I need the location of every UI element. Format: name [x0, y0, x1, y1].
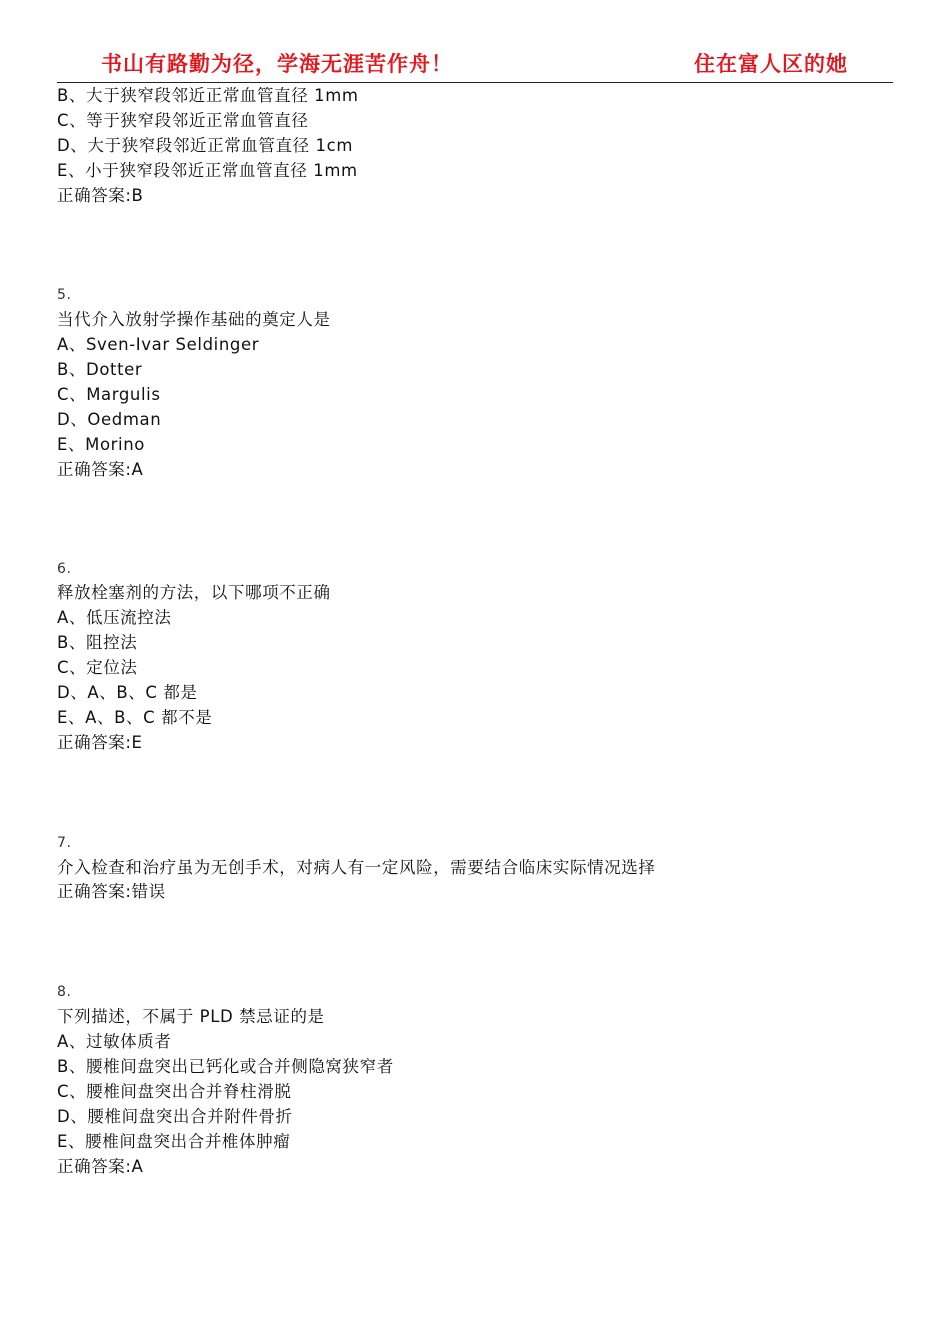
option-d: D、A、B、C 都是 — [57, 683, 198, 703]
answer: 正确答案:B — [57, 185, 144, 205]
question-6 — [57, 557, 907, 756]
option-a: A、Sven-Ivar Seldinger — [57, 335, 260, 355]
answer: 正确答案:A — [57, 459, 144, 479]
spacer — [57, 208, 907, 283]
question-number: 8. — [57, 984, 72, 1001]
document-body — [57, 84, 907, 1180]
answer: 正确答案:A — [57, 1156, 144, 1176]
question-7 — [57, 831, 907, 906]
option-c: C、等于狭窄段邻近正常血管直径 — [57, 110, 309, 130]
option-b: B、阻控法 — [57, 633, 138, 653]
question-number: 7. — [57, 834, 72, 851]
option-b: B、大于狭窄段邻近正常血管直径 1mm — [57, 86, 359, 105]
option-e: E、小于狭窄段邻近正常血管直径 1mm — [57, 160, 358, 180]
question-text: 下列描述，不属于 PLD 禁忌证的是 — [57, 1007, 325, 1027]
question-number: 5. — [57, 287, 72, 304]
answer: 正确答案:E — [57, 732, 143, 752]
option-b: B、腰椎间盘突出已钙化或合并侧隐窝狭窄者 — [57, 1057, 394, 1077]
option-c: C、定位法 — [57, 658, 138, 678]
option-b: B、Dotter — [57, 360, 143, 380]
question-number: 6. — [57, 560, 72, 577]
header-motto-right: 住在富人区的她 — [694, 51, 848, 76]
spacer — [57, 483, 907, 557]
question-4-partial — [57, 84, 907, 208]
question-text: 当代介入放射学操作基础的奠定人是 — [57, 310, 331, 330]
header-motto-left: 书山有路勤为径，学海无涯苦作舟！ — [101, 51, 453, 76]
option-a: A、过敏体质者 — [57, 1032, 172, 1052]
option-a: A、低压流控法 — [57, 608, 172, 628]
question-5 — [57, 283, 907, 482]
spacer — [57, 756, 907, 831]
option-e: E、A、B、C 都不是 — [57, 707, 213, 727]
header-divider — [57, 82, 893, 83]
answer: 正确答案:错误 — [57, 882, 166, 902]
option-c: C、Margulis — [57, 385, 161, 405]
option-e: E、Morino — [57, 434, 145, 454]
option-c: C、腰椎间盘突出合并脊柱滑脱 — [57, 1081, 292, 1101]
option-e: E、腰椎间盘突出合并椎体肿瘤 — [57, 1131, 291, 1151]
question-text: 介入检查和治疗虽为无创手术，对病人有一定风险，需要结合临床实际情况选择 — [57, 857, 656, 877]
question-8 — [57, 980, 907, 1179]
option-d: D、Oedman — [57, 409, 162, 429]
option-d: D、腰椎间盘突出合并附件骨折 — [57, 1106, 293, 1126]
page-header — [0, 0, 950, 84]
question-text: 释放栓塞剂的方法，以下哪项不正确 — [57, 583, 331, 603]
option-d: D、大于狭窄段邻近正常血管直径 1cm — [57, 135, 353, 155]
spacer — [57, 905, 907, 980]
